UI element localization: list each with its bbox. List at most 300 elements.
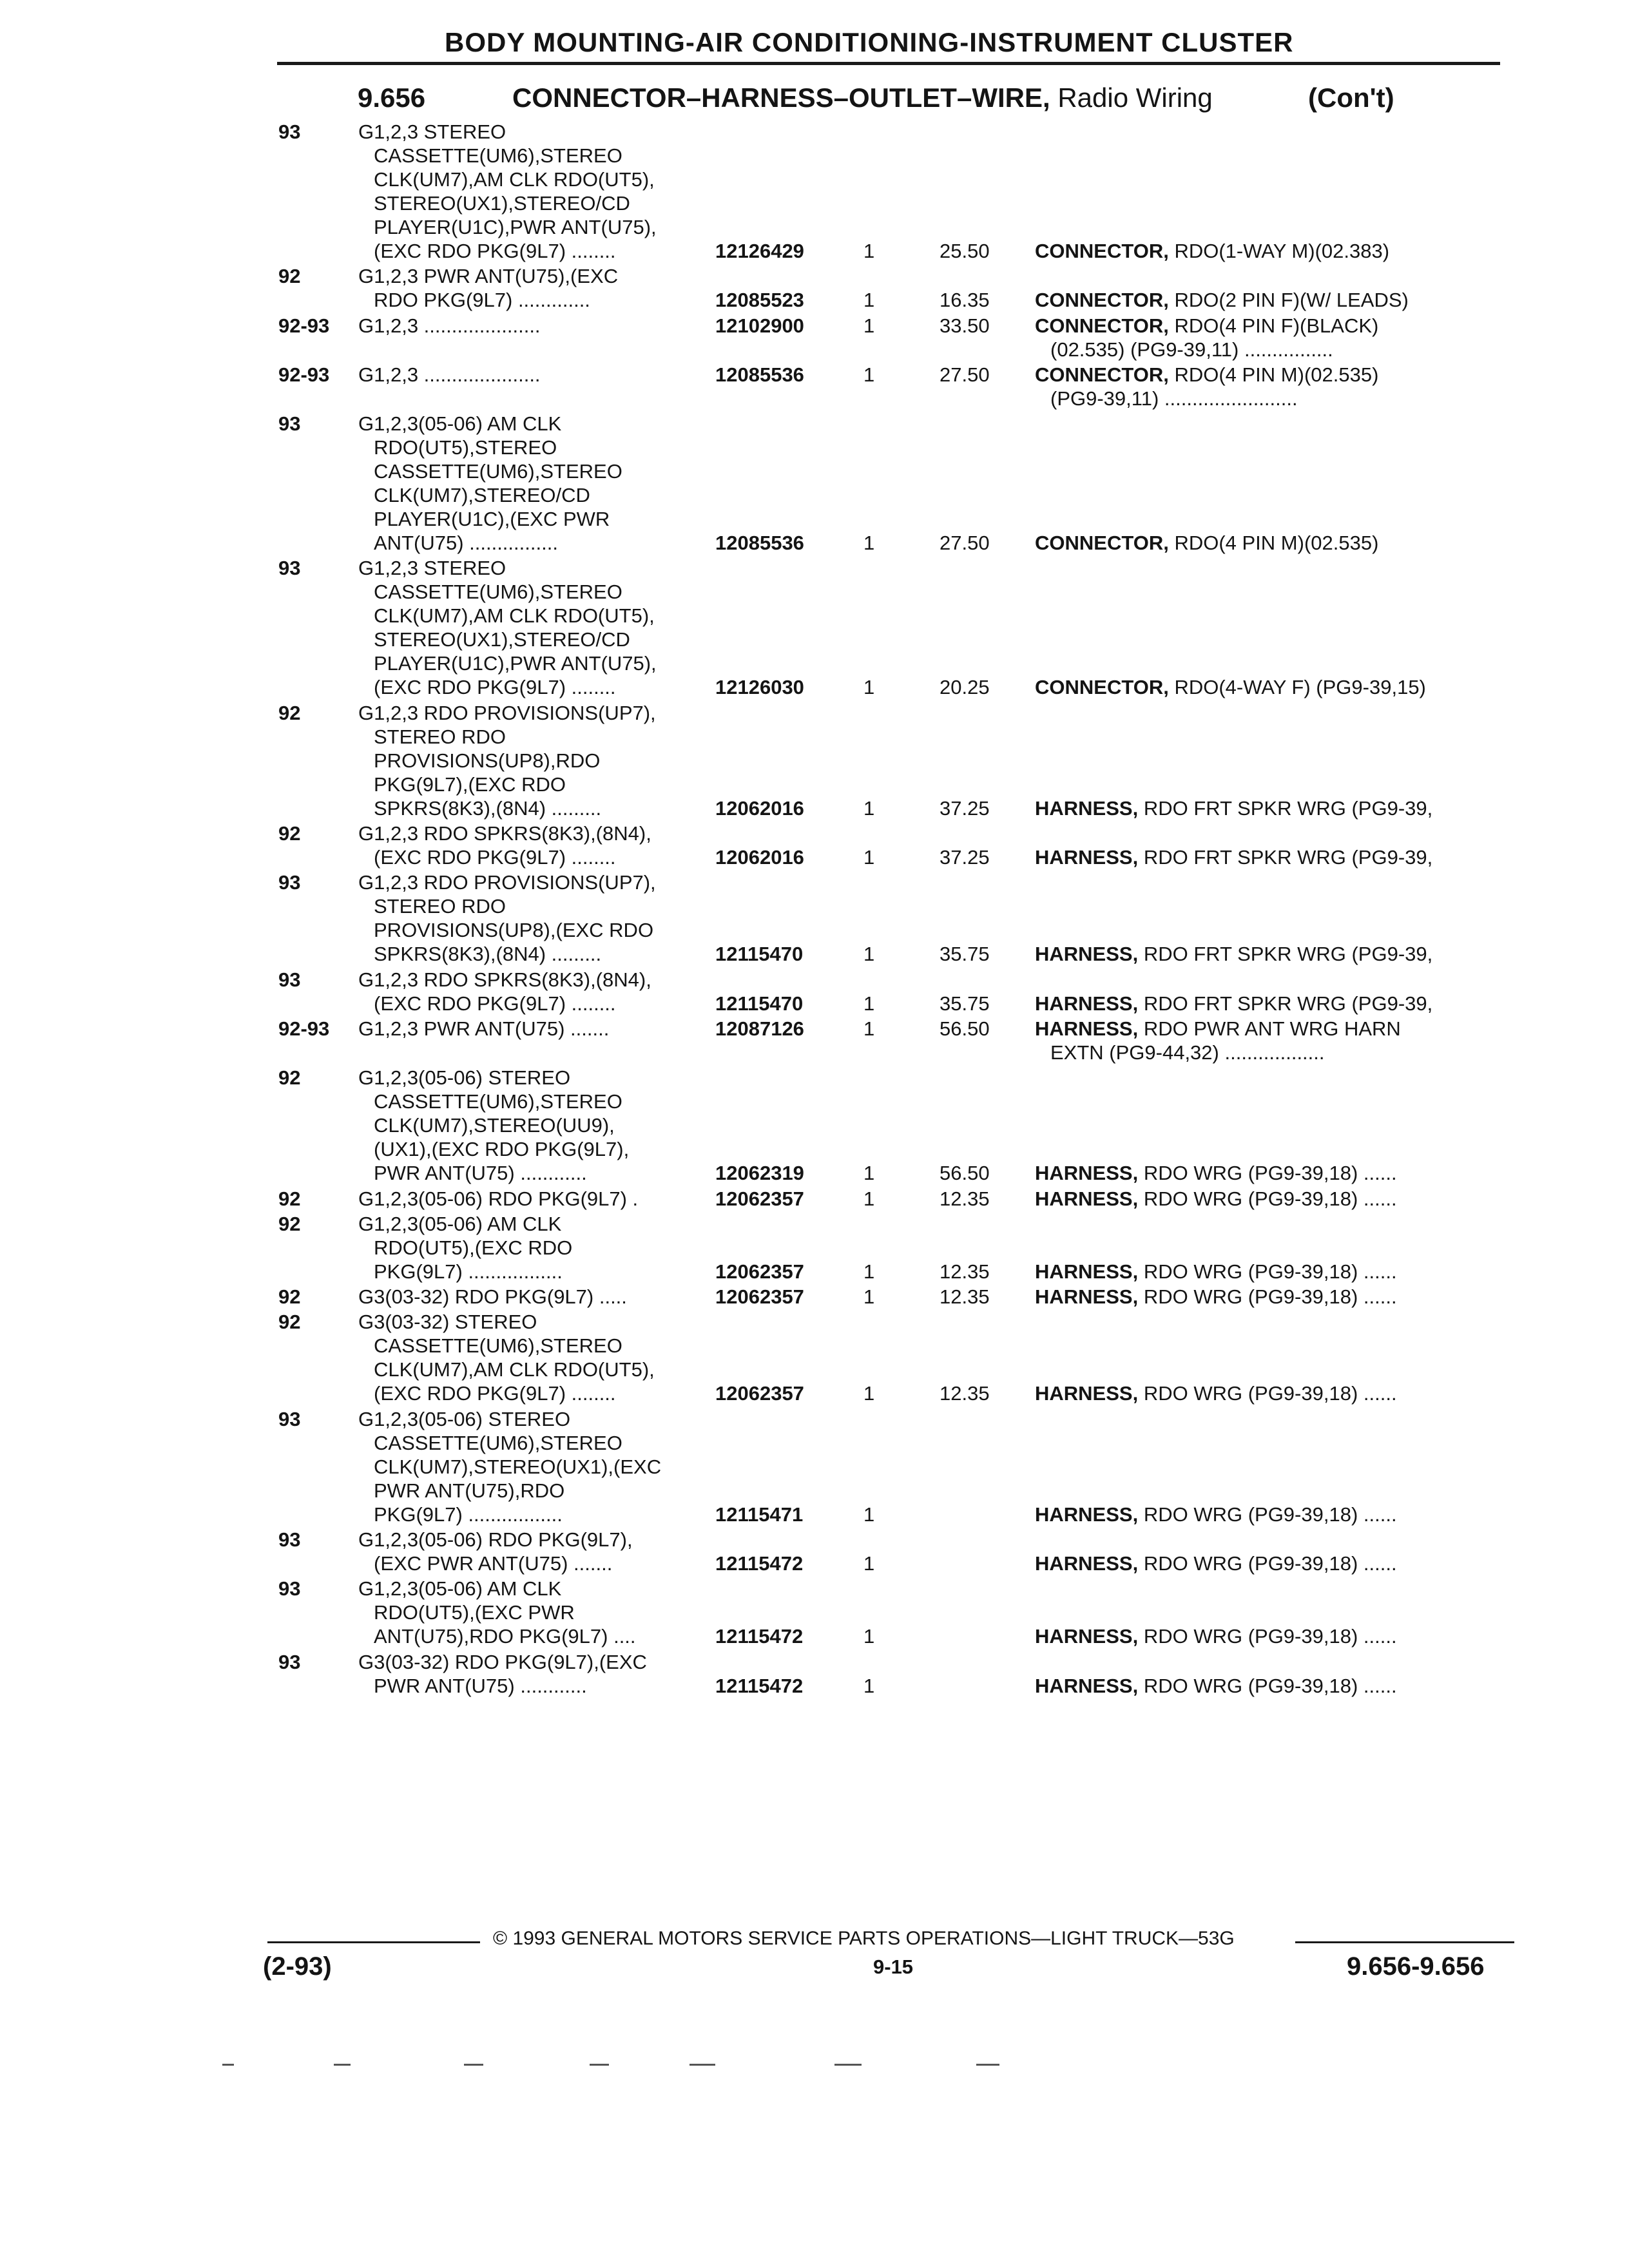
entry-line bbox=[0, 1577, 1629, 1600]
price: 33.50 bbox=[940, 314, 990, 337]
entry-line bbox=[0, 168, 1629, 191]
serial-number: 93 bbox=[278, 968, 301, 991]
section-title bbox=[512, 82, 1213, 113]
price: 16.35 bbox=[940, 289, 990, 312]
serial-number: 93 bbox=[278, 412, 301, 436]
parts-entry bbox=[0, 870, 1629, 966]
usage-description: RDO(UT5),STEREO bbox=[374, 436, 557, 459]
entry-line bbox=[0, 675, 1629, 699]
entry-line bbox=[0, 651, 1629, 675]
parts-entry bbox=[0, 1285, 1629, 1309]
entry-line bbox=[0, 288, 1629, 312]
usage-description: (EXC RDO PKG(9L7) ........ bbox=[374, 240, 616, 262]
entry-line bbox=[0, 870, 1629, 894]
entry-line bbox=[0, 507, 1629, 531]
entry-line bbox=[0, 749, 1629, 773]
entry-line bbox=[0, 822, 1629, 845]
usage-description: CASSETTE(UM6),STEREO bbox=[374, 1334, 622, 1358]
parts-entry bbox=[0, 1187, 1629, 1211]
entry-line bbox=[0, 580, 1629, 604]
part-name-detail: RDO(1-WAY M)(02.383) bbox=[1168, 240, 1390, 262]
entry-line bbox=[0, 894, 1629, 918]
part-name-detail: RDO FRT SPKR WRG (PG9-39, bbox=[1138, 796, 1433, 820]
header-rule bbox=[277, 62, 1500, 65]
entry-line bbox=[0, 144, 1629, 168]
part-name-detail: RDO(4 PIN M)(02.535) bbox=[1168, 532, 1379, 555]
part-name bbox=[1035, 288, 1409, 312]
serial-number: 93 bbox=[278, 120, 301, 143]
part-name bbox=[1035, 1674, 1397, 1698]
entry-line bbox=[0, 918, 1629, 942]
quantity: 1 bbox=[863, 1260, 875, 1283]
usage-description: G3(03-32) STEREO bbox=[358, 1311, 537, 1334]
usage-description: STEREO RDO bbox=[374, 725, 506, 748]
usage-description: CASSETTE(UM6),STEREO bbox=[374, 1090, 622, 1113]
price: 27.50 bbox=[940, 532, 990, 555]
usage-description: RDO(UT5),(EXC PWR bbox=[374, 1601, 575, 1624]
usage-description: G3(03-32) RDO PKG(9L7) ..... bbox=[358, 1285, 627, 1309]
parts-entry bbox=[0, 822, 1629, 869]
usage-description: CLK(UM7),AM CLK RDO(UT5), bbox=[374, 1358, 655, 1381]
entry-line bbox=[0, 1674, 1629, 1698]
parts-entry bbox=[0, 1066, 1629, 1185]
entry-line bbox=[0, 1113, 1629, 1137]
entry-line bbox=[0, 120, 1629, 144]
entry-line bbox=[0, 1624, 1629, 1648]
usage-description: G1,2,3(05-06) AM CLK bbox=[358, 1212, 562, 1235]
scan-artifact bbox=[334, 2064, 351, 2066]
entry-line bbox=[0, 1090, 1629, 1113]
entry-line bbox=[0, 1600, 1629, 1624]
entry-line bbox=[0, 436, 1629, 459]
parts-entry bbox=[0, 363, 1629, 410]
part-name-detail: RDO(4-WAY F) (PG9-39,15) bbox=[1168, 676, 1426, 699]
usage-description: RDO(UT5),(EXC RDO bbox=[374, 1236, 573, 1259]
section-title-main: CONNECTOR–HARNESS–OUTLET–WIRE, bbox=[512, 82, 1050, 113]
part-name-detail: RDO WRG (PG9-39,18) ...... bbox=[1138, 1285, 1397, 1309]
entry-line bbox=[0, 264, 1629, 288]
entry-line bbox=[0, 215, 1629, 239]
part-number: 12115470 bbox=[715, 943, 804, 966]
usage-description: CLK(UM7),STEREO(UU9), bbox=[374, 1114, 615, 1137]
part-name-detail: RDO WRG (PG9-39,18) ...... bbox=[1138, 1552, 1397, 1575]
serial-number: 92 bbox=[278, 1066, 301, 1090]
parts-entry bbox=[0, 556, 1629, 699]
entry-line bbox=[0, 363, 1629, 387]
part-name bbox=[1035, 796, 1432, 820]
price: 12.35 bbox=[940, 1260, 990, 1283]
part-number: 12062016 bbox=[715, 846, 804, 869]
footer-rule-left bbox=[267, 1941, 480, 1943]
part-name-detail: RDO WRG (PG9-39,18) ...... bbox=[1138, 1503, 1397, 1526]
part-name-keyword: CONNECTOR, bbox=[1035, 289, 1169, 312]
entry-line bbox=[0, 239, 1629, 263]
usage-description: PROVISIONS(UP8),RDO bbox=[374, 749, 601, 772]
usage-description: STEREO(UX1),STEREO/CD bbox=[374, 192, 630, 215]
serial-number: 92-93 bbox=[278, 363, 330, 386]
usage-description: CLK(UM7),STEREO(UX1),(EXC bbox=[374, 1455, 662, 1478]
price: 27.50 bbox=[940, 363, 990, 386]
part-name bbox=[1035, 1187, 1397, 1211]
part-name-detail: RDO WRG (PG9-39,18) ...... bbox=[1138, 1674, 1397, 1697]
part-name-detail: RDO PWR ANT WRG HARN bbox=[1138, 1017, 1401, 1040]
part-name bbox=[1035, 1381, 1397, 1405]
entry-line bbox=[0, 773, 1629, 796]
parts-entry bbox=[0, 1577, 1629, 1648]
part-name-keyword: HARNESS, bbox=[1035, 943, 1139, 966]
quantity: 1 bbox=[863, 1674, 875, 1697]
serial-number: 92 bbox=[278, 822, 301, 845]
entry-line bbox=[0, 1137, 1629, 1161]
parts-entry bbox=[0, 968, 1629, 1015]
entry-line bbox=[0, 968, 1629, 992]
entry-line bbox=[0, 1650, 1629, 1674]
usage-description: PKG(9L7) ................. bbox=[374, 1260, 563, 1283]
serial-number: 92 bbox=[278, 1187, 301, 1210]
entry-line bbox=[0, 796, 1629, 820]
usage-description: G1,2,3 ..................... bbox=[358, 363, 541, 386]
usage-description: CASSETTE(UM6),STEREO bbox=[374, 581, 622, 604]
part-name-keyword: HARNESS, bbox=[1035, 1674, 1139, 1697]
part-number: 12115470 bbox=[715, 992, 804, 1015]
part-name-keyword: HARNESS, bbox=[1035, 846, 1139, 869]
entry-line bbox=[0, 1041, 1629, 1064]
quantity: 1 bbox=[863, 1187, 875, 1210]
part-name-continued: EXTN (PG9-44,32) .................. bbox=[1050, 1041, 1325, 1064]
price: 37.25 bbox=[940, 846, 990, 869]
continued-label: (Con't) bbox=[1308, 82, 1394, 113]
serial-number: 93 bbox=[278, 1650, 301, 1673]
usage-description: (EXC RDO PKG(9L7) ........ bbox=[374, 992, 616, 1015]
usage-description: PWR ANT(U75),RDO bbox=[374, 1479, 565, 1502]
part-number: 12062016 bbox=[715, 796, 804, 820]
usage-description: G1,2,3 PWR ANT(U75),(EXC bbox=[358, 265, 619, 288]
entry-line bbox=[0, 1066, 1629, 1090]
entry-line bbox=[0, 628, 1629, 651]
part-name bbox=[1035, 363, 1378, 387]
part-name bbox=[1035, 992, 1432, 1015]
part-name-keyword: CONNECTOR, bbox=[1035, 363, 1169, 386]
part-number: 12085523 bbox=[715, 289, 804, 312]
entry-line bbox=[0, 1236, 1629, 1260]
part-name bbox=[1035, 1260, 1397, 1283]
entry-line bbox=[0, 1455, 1629, 1479]
parts-entry bbox=[0, 314, 1629, 361]
footer-copyright: © 1993 GENERAL MOTORS SERVICE PARTS OPERATIONS—LIGHT TRUCK—53G bbox=[493, 1928, 1235, 1949]
quantity: 1 bbox=[863, 1017, 875, 1040]
section-number: 9.656 bbox=[358, 82, 426, 113]
scan-artifact bbox=[834, 2064, 862, 2066]
usage-description: PKG(9L7),(EXC RDO bbox=[374, 773, 566, 796]
scan-artifact bbox=[689, 2064, 715, 2066]
part-name bbox=[1035, 531, 1378, 555]
quantity: 1 bbox=[863, 1162, 875, 1185]
usage-description: PKG(9L7) ................. bbox=[374, 1503, 563, 1526]
quantity: 1 bbox=[863, 532, 875, 555]
part-name-keyword: HARNESS, bbox=[1035, 1503, 1139, 1526]
serial-number: 92-93 bbox=[278, 1017, 330, 1040]
usage-description: (EXC RDO PKG(9L7) ........ bbox=[374, 676, 616, 699]
price: 35.75 bbox=[940, 992, 990, 1015]
part-name-keyword: HARNESS, bbox=[1035, 1285, 1139, 1309]
part-name-keyword: HARNESS, bbox=[1035, 992, 1139, 1015]
quantity: 1 bbox=[863, 289, 875, 312]
entry-line bbox=[0, 556, 1629, 580]
part-number: 12062357 bbox=[715, 1285, 804, 1309]
part-name-keyword: HARNESS, bbox=[1035, 1260, 1139, 1283]
parts-list bbox=[0, 120, 1629, 1699]
part-name-detail: RDO FRT SPKR WRG (PG9-39, bbox=[1138, 992, 1433, 1015]
serial-number: 92 bbox=[278, 1311, 301, 1334]
part-name-keyword: CONNECTOR, bbox=[1035, 240, 1169, 262]
part-number: 12085536 bbox=[715, 363, 804, 386]
entry-line bbox=[0, 1187, 1629, 1211]
entry-line bbox=[0, 992, 1629, 1015]
parts-entry bbox=[0, 264, 1629, 312]
usage-description: G1,2,3 RDO SPKRS(8K3),(8N4), bbox=[358, 968, 651, 991]
part-name-detail: RDO(4 PIN M)(02.535) bbox=[1168, 363, 1379, 386]
part-name-keyword: HARNESS, bbox=[1035, 1017, 1139, 1040]
price: 12.35 bbox=[940, 1285, 990, 1309]
entry-line bbox=[0, 387, 1629, 410]
part-number: 12115472 bbox=[715, 1674, 804, 1697]
usage-description: STEREO RDO bbox=[374, 895, 506, 918]
entry-line bbox=[0, 1017, 1629, 1041]
parts-entry bbox=[0, 701, 1629, 820]
part-number: 12115472 bbox=[715, 1552, 804, 1575]
usage-description: CLK(UM7),AM CLK RDO(UT5), bbox=[374, 604, 655, 628]
part-name-detail: RDO(4 PIN F)(BLACK) bbox=[1168, 314, 1379, 337]
usage-description: RDO PKG(9L7) ............. bbox=[374, 289, 590, 312]
part-name-keyword: CONNECTOR, bbox=[1035, 676, 1169, 699]
part-name-keyword: HARNESS, bbox=[1035, 1625, 1139, 1648]
quantity: 1 bbox=[863, 1552, 875, 1575]
entry-line bbox=[0, 1528, 1629, 1552]
usage-description: G1,2,3 RDO PROVISIONS(UP7), bbox=[358, 871, 656, 894]
entry-line bbox=[0, 845, 1629, 869]
serial-number: 92 bbox=[278, 1285, 301, 1309]
entry-line bbox=[0, 1431, 1629, 1455]
usage-description: (EXC PWR ANT(U75) ....... bbox=[374, 1552, 613, 1575]
part-name bbox=[1035, 314, 1378, 338]
usage-description: PWR ANT(U75) ............ bbox=[374, 1674, 587, 1697]
page-header-title: BODY MOUNTING-AIR CONDITIONING-INSTRUMENT CLUSTER bbox=[445, 27, 1294, 57]
quantity: 1 bbox=[863, 1285, 875, 1309]
part-number: 12062319 bbox=[715, 1162, 804, 1185]
price: 25.50 bbox=[940, 240, 990, 262]
entry-line bbox=[0, 531, 1629, 555]
entry-line bbox=[0, 412, 1629, 436]
usage-description: ANT(U75),RDO PKG(9L7) .... bbox=[374, 1625, 636, 1648]
part-name-detail: RDO WRG (PG9-39,18) ...... bbox=[1138, 1260, 1397, 1283]
price: 12.35 bbox=[940, 1382, 990, 1405]
usage-description: (UX1),(EXC RDO PKG(9L7), bbox=[374, 1138, 630, 1161]
part-name-continued: (02.535) (PG9-39,11) ................ bbox=[1050, 338, 1333, 361]
part-name-keyword: CONNECTOR, bbox=[1035, 314, 1169, 337]
part-name-detail: RDO FRT SPKR WRG (PG9-39, bbox=[1138, 943, 1433, 966]
quantity: 1 bbox=[863, 1625, 875, 1648]
part-number: 12062357 bbox=[715, 1187, 804, 1210]
part-name-keyword: HARNESS, bbox=[1035, 1382, 1139, 1405]
price: 35.75 bbox=[940, 943, 990, 966]
quantity: 1 bbox=[863, 943, 875, 966]
usage-description: CASSETTE(UM6),STEREO bbox=[374, 460, 622, 483]
usage-description: G1,2,3 ..................... bbox=[358, 314, 541, 337]
scan-artifact bbox=[976, 2064, 999, 2066]
serial-number: 93 bbox=[278, 1407, 301, 1430]
usage-description: CLK(UM7),STEREO/CD bbox=[374, 484, 590, 507]
entry-line bbox=[0, 1479, 1629, 1503]
entry-line bbox=[0, 1503, 1629, 1526]
part-number: 12115471 bbox=[715, 1503, 804, 1526]
quantity: 1 bbox=[863, 676, 875, 699]
usage-description: G1,2,3 RDO SPKRS(8K3),(8N4), bbox=[358, 822, 651, 845]
entry-line bbox=[0, 1285, 1629, 1309]
part-name-detail: RDO FRT SPKR WRG (PG9-39, bbox=[1138, 846, 1433, 869]
usage-description: PLAYER(U1C),PWR ANT(U75), bbox=[374, 652, 657, 675]
quantity: 1 bbox=[863, 992, 875, 1015]
parts-entry bbox=[0, 120, 1629, 263]
usage-description: G1,2,3(05-06) STEREO bbox=[358, 1066, 571, 1090]
entry-line bbox=[0, 701, 1629, 725]
usage-description: PROVISIONS(UP8),(EXC RDO bbox=[374, 919, 654, 942]
entry-line bbox=[0, 1334, 1629, 1358]
serial-number: 93 bbox=[278, 871, 301, 894]
parts-entry bbox=[0, 1650, 1629, 1698]
serial-number: 92 bbox=[278, 1212, 301, 1235]
parts-entry bbox=[0, 1310, 1629, 1405]
serial-number: 93 bbox=[278, 557, 301, 580]
part-name-detail: RDO(2 PIN F)(W/ LEADS) bbox=[1168, 289, 1409, 312]
part-number: 12126030 bbox=[715, 676, 804, 699]
footer-date: (2-93) bbox=[263, 1952, 332, 1981]
usage-description: (EXC RDO PKG(9L7) ........ bbox=[374, 1382, 616, 1405]
part-name bbox=[1035, 1624, 1397, 1648]
entry-line bbox=[0, 604, 1629, 628]
part-number: 12085536 bbox=[715, 532, 804, 555]
entry-line bbox=[0, 1310, 1629, 1334]
part-number: 12087126 bbox=[715, 1017, 804, 1040]
usage-description: ANT(U75) ................ bbox=[374, 532, 558, 555]
quantity: 1 bbox=[863, 1503, 875, 1526]
part-name bbox=[1035, 1285, 1397, 1309]
entry-line bbox=[0, 338, 1629, 361]
entry-line bbox=[0, 191, 1629, 215]
usage-description: CASSETTE(UM6),STEREO bbox=[374, 1431, 622, 1454]
usage-description: CASSETTE(UM6),STEREO bbox=[374, 144, 622, 167]
footer-section-range: 9.656-9.656 bbox=[1347, 1952, 1485, 1981]
serial-number: 92-93 bbox=[278, 314, 330, 337]
usage-description: G1,2,3(05-06) RDO PKG(9L7) . bbox=[358, 1187, 639, 1210]
entry-line bbox=[0, 1552, 1629, 1575]
entry-line bbox=[0, 1381, 1629, 1405]
quantity: 1 bbox=[863, 796, 875, 820]
usage-description: CLK(UM7),AM CLK RDO(UT5), bbox=[374, 168, 655, 191]
part-number: 12126429 bbox=[715, 240, 804, 262]
price: 56.50 bbox=[940, 1017, 990, 1040]
part-name bbox=[1035, 239, 1389, 263]
entry-line bbox=[0, 1260, 1629, 1283]
usage-description: SPKRS(8K3),(8N4) ......... bbox=[374, 943, 602, 966]
entry-line bbox=[0, 1407, 1629, 1431]
scan-artifact bbox=[222, 2064, 234, 2066]
usage-description: G1,2,3 RDO PROVISIONS(UP7), bbox=[358, 701, 656, 724]
quantity: 1 bbox=[863, 314, 875, 337]
part-name-detail: RDO WRG (PG9-39,18) ...... bbox=[1138, 1162, 1397, 1185]
serial-number: 93 bbox=[278, 1577, 301, 1600]
quantity: 1 bbox=[863, 846, 875, 869]
part-name-detail: RDO WRG (PG9-39,18) ...... bbox=[1138, 1187, 1397, 1210]
part-name-keyword: HARNESS, bbox=[1035, 1552, 1139, 1575]
part-name bbox=[1035, 1017, 1401, 1041]
part-name bbox=[1035, 1161, 1397, 1185]
usage-description: STEREO(UX1),STEREO/CD bbox=[374, 628, 630, 651]
part-name-detail: RDO WRG (PG9-39,18) ...... bbox=[1138, 1382, 1397, 1405]
scan-artifact bbox=[590, 2064, 609, 2066]
usage-description: SPKRS(8K3),(8N4) ......... bbox=[374, 796, 602, 820]
footer-page-number: 9-15 bbox=[873, 1956, 914, 1978]
serial-number: 92 bbox=[278, 701, 301, 724]
price: 56.50 bbox=[940, 1162, 990, 1185]
part-name-keyword: CONNECTOR, bbox=[1035, 532, 1169, 555]
usage-description: G1,2,3 PWR ANT(U75) ....... bbox=[358, 1017, 610, 1040]
quantity: 1 bbox=[863, 363, 875, 386]
scan-artifact bbox=[464, 2064, 483, 2066]
entry-line bbox=[0, 725, 1629, 749]
usage-description: G1,2,3(05-06) AM CLK bbox=[358, 1577, 562, 1600]
serial-number: 92 bbox=[278, 265, 301, 288]
part-number: 12102900 bbox=[715, 314, 804, 337]
parts-entry bbox=[0, 1017, 1629, 1064]
part-name-keyword: HARNESS, bbox=[1035, 1162, 1139, 1185]
section-subtitle: Radio Wiring bbox=[1057, 82, 1213, 113]
part-name bbox=[1035, 675, 1426, 699]
part-name bbox=[1035, 942, 1432, 966]
part-number: 12062357 bbox=[715, 1260, 804, 1283]
parts-entry bbox=[0, 1212, 1629, 1283]
parts-entry bbox=[0, 1407, 1629, 1526]
price: 37.25 bbox=[940, 796, 990, 820]
usage-description: PLAYER(U1C),PWR ANT(U75), bbox=[374, 216, 657, 238]
footer-rule-right bbox=[1295, 1941, 1514, 1943]
usage-description: PWR ANT(U75) ............ bbox=[374, 1162, 587, 1185]
usage-description: G1,2,3(05-06) AM CLK bbox=[358, 412, 562, 436]
usage-description: G3(03-32) RDO PKG(9L7),(EXC bbox=[358, 1650, 647, 1673]
quantity: 1 bbox=[863, 240, 875, 262]
usage-description: (EXC RDO PKG(9L7) ........ bbox=[374, 846, 616, 869]
price: 12.35 bbox=[940, 1187, 990, 1210]
part-name-detail: RDO WRG (PG9-39,18) ...... bbox=[1138, 1625, 1397, 1648]
parts-entry bbox=[0, 1528, 1629, 1575]
entry-line bbox=[0, 1212, 1629, 1236]
part-name bbox=[1035, 1503, 1397, 1526]
entry-line bbox=[0, 483, 1629, 507]
quantity: 1 bbox=[863, 1382, 875, 1405]
usage-description: PLAYER(U1C),(EXC PWR bbox=[374, 508, 610, 531]
price: 20.25 bbox=[940, 676, 990, 699]
usage-description: G1,2,3 STEREO bbox=[358, 120, 506, 143]
usage-description: G1,2,3(05-06) STEREO bbox=[358, 1407, 571, 1430]
entry-line bbox=[0, 1358, 1629, 1381]
usage-description: G1,2,3 STEREO bbox=[358, 557, 506, 580]
entry-line bbox=[0, 459, 1629, 483]
entry-line bbox=[0, 1161, 1629, 1185]
serial-number: 93 bbox=[278, 1528, 301, 1552]
entry-line bbox=[0, 942, 1629, 966]
usage-description: G1,2,3(05-06) RDO PKG(9L7), bbox=[358, 1528, 633, 1552]
part-name-keyword: HARNESS, bbox=[1035, 1187, 1139, 1210]
part-name bbox=[1035, 845, 1432, 869]
